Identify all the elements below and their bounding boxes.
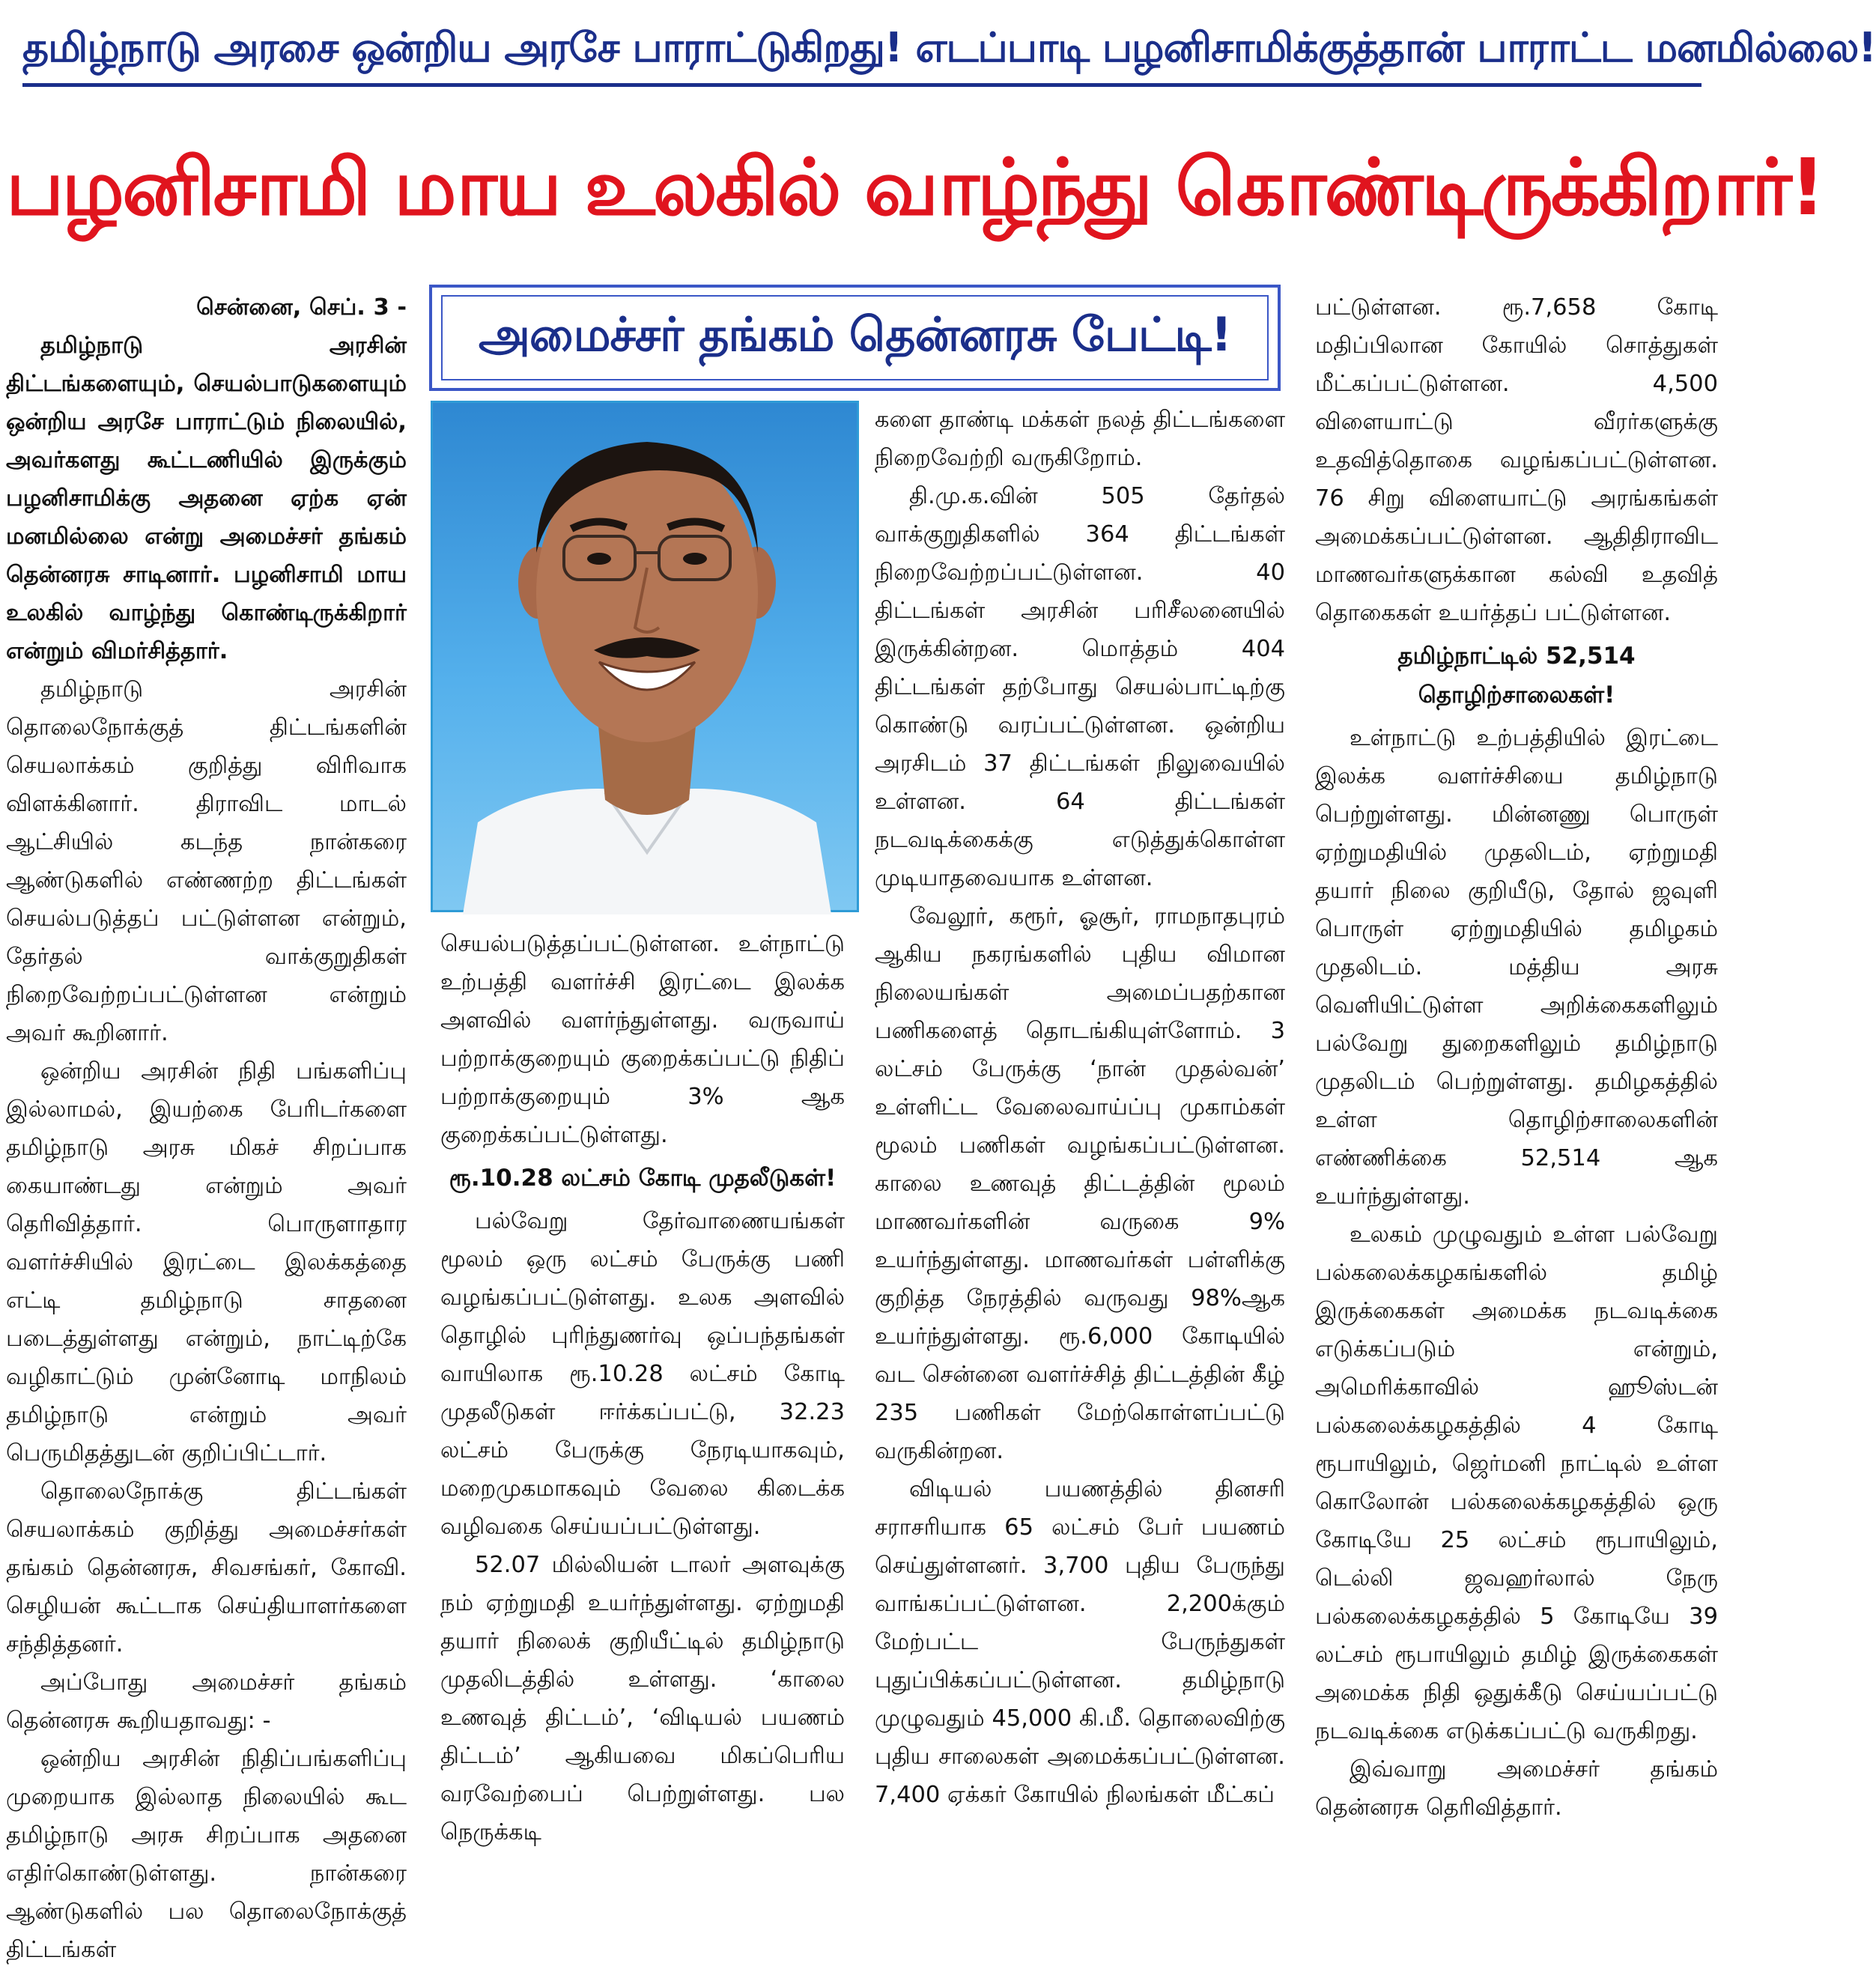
col2-paragraph-3: 52.07 மில்லியன் டாலர் அளவுக்கு நம் ஏற்றுமதி உயர்ந்துள்ளது. ஏற்றுமதி தயார் நிலைக் குறியீட்டில் தமிழ்நாடு முதலிடத்தில் உள்ளது. ‘காலை உணவுத் திட்டம்’, ‘விடியல் பயணம் திட்டம்’ ஆகியவை மிகப்பெரிய வரவேற்பைப் பெற்றுள்ளது. பல நெருக்கடி [440,1552,845,1845]
col1-paragraph-5: ஒன்றிய அரசின் நிதிப்பங்களிப்பு முறையாக இல்லாத நிலையில் கூட தமிழ்நாடு அரசு சிறப்பாக அதனை எதிர்கொண்டுள்ளது. நான்கரை ஆண்டுகளில் பல தொலைநோக்குத் திட்டங்கள் [6,1746,407,1963]
boxed-subtitle-text: அமைச்சர் தங்கம் தென்னரசு பேட்டி! [479,307,1231,362]
column-1 [6,288,407,1963]
minister-photo [431,401,859,912]
col4-subheading: தமிழ்நாட்டில் 52,514 தொழிற்சாலைகள்! [1397,643,1636,709]
col1-paragraph-4: அப்போது அமைச்சர் தங்கம் தென்னரசு கூறியதாவது: - [6,1669,407,1734]
boxed-subtitle-inner-frame [441,295,1269,380]
col4-paragraph-4: இவ்வாறு அமைச்சர் தங்கம் தென்னரசு தெரிவித்தார். [1315,1756,1718,1821]
boxed-subtitle [429,285,1281,391]
col3-paragraph-4: விடியல் பயணத்தில் தினசரி சராசரியாக 65 லட்சம் பேர் பயணம் செய்துள்ளனர். 3,700 புதிய பேருந்து வாங்கப்பட்டுள்ளன. 2,200க்கும் மேற்பட்ட பேருந்துகள் புதுப்பிக்கப்பட்டுள்ளன. தமிழ்நாடு முழுவதும் 45,000 கி.மீ. தொலைவிற்கு புதிய சாலைகள் அமைக்கப்பட்டுள்ளன. 7,400 ஏக்கர் கோயில் நிலங்கள் மீட்கப் [875,1476,1285,1808]
col2-subheading: ரூ.10.28 லட்சம் கோடி முதலீடுகள்! [449,1165,837,1192]
col3-paragraph-3: வேலூர், கரூர், ஓசூர், ராமநாதபுரம் ஆகிய நகரங்களில் புதிய விமான நிலையங்கள் அமைப்பதற்கான பணிகளைத் தொடங்கியுள்ளோம். 3 லட்சம் பேருக்கு ‘நான் முதல்வன்’ உள்ளிட்ட வேலைவாய்ப்பு முகாம்கள் மூலம் பணிகள் வழங்கப்பட்டுள்ளன. காலை உணவுத் திட்டத்தின் மூலம் மாணவர்களின் வருகை 9% உயர்ந்துள்ளது. மாணவர்கள் பள்ளிக்கு குறித்த நேரத்தில் வருவது 98%ஆக உயர்ந்துள்ளது. ரூ.6,000 கோடியில் வட சென்னை வளர்ச்சித் திட்டத்தின் கீழ் 235 பணிகள் மேற்கொள்ளப்பட்டு வருகின்றன. [875,903,1285,1464]
col3-paragraph-2: தி.மு.க.வின் 505 தேர்தல் வாக்குறுதிகளில் 364 திட்டங்கள் நிறைவேற்றப்பட்டுள்ளன. 40 திட்டங்கள் அரசின் பரிசீலனையில் இருக்கின்றன. மொத்தம் 404 திட்டங்கள் தற்போது செயல்பாட்டிற்கு கொண்டு வரப்பட்டுள்ளன. ஒன்றிய அரசிடம் 37 திட்டங்கள் நிலுவையில் உள்ளன. 64 திட்டங்கள் நடவடிக்கைக்கு எடுத்துக்கொள்ள முடியாதவையாக உள்ளன. [875,483,1285,891]
col4-paragraph-2: உள்நாட்டு உற்பத்தியில் இரட்டை இலக்க வளர்ச்சியை தமிழ்நாடு பெற்றுள்ளது. மின்னணு பொருள் ஏற்றுமதியில் முதலிடம், ஏற்றுமதி தயார் நிலை குறியீடு, தோல் ஜவுளி பொருள் ஏற்றுமதியில் தமிழகம் முதலிடம். மத்திய அரசு வெளியிட்டுள்ள அறிக்கைகளிலும் பல்வேறு துறைகளிலும் தமிழ்நாடு முதலிடம் பெற்றுள்ளது. தமிழகத்தில் உள்ள தொழிற்சாலைகளின் எண்ணிக்கை 52,514 ஆக உயர்ந்துள்ளது. [1315,725,1718,1210]
col4-paragraph-1: பட்டுள்ளன. ரூ.7,658 கோடி மதிப்பிலான கோயில் சொத்துகள் மீட்கப்பட்டுள்ளன. 4,500 விளையாட்டு வீரர்களுக்கு உதவித்தொகை வழங்கப்பட்டுள்ளன. 76 சிறு விளையாட்டு அரங்கங்கள் அமைக்கப்பட்டுள்ளன. ஆதிதிராவிட மாணவர்களுக்கான கல்வி உதவித் தொகைகள் உயர்த்தப் பட்டுள்ளன. [1315,294,1718,626]
col2-paragraph-2: பல்வேறு தேர்வாணையங்கள் மூலம் ஒரு லட்சம் பேருக்கு பணி வழங்கப்பட்டுள்ளது. உலக அளவில் தொழில் புரிந்துணர்வு ஒப்பந்தங்கள் வாயிலாக ரூ.10.28 லட்சம் கோடி முதலீடுகள் ஈர்க்கப்பட்டு, 32.23 லட்சம் பேருக்கு நேரடியாகவும், மறைமுகமாகவும் வேலை கிடைக்க வழிவகை செய்யப்பட்டுள்ளது. [440,1208,845,1540]
col2-paragraph-1: செயல்படுத்தப்பட்டுள்ளன. உள்நாட்டு உற்பத்தி வளர்ச்சி இரட்டை இலக்க அளவில் வளர்ந்துள்ளது. வருவாய் பற்றாக்குறையும் குறைக்கப்பட்டு நிதிப் பற்றாக்குறையும் 3% ஆக குறைக்கப்பட்டுள்ளது. [440,931,845,1148]
column-3 [875,401,1285,1925]
col3-paragraph-1: களை தாண்டி மக்கள் நலத் திட்டங்களை நிறைவேற்றி வருகிறோம். [875,407,1285,471]
dateline: சென்னை, செப். 3 - [196,294,407,321]
col1-paragraph-3: தொலைநோக்கு திட்டங்கள் செயலாக்கம் குறித்து அமைச்சர்கள் தங்கம் தென்னரசு, சிவசங்கர், கோவி. செழியன் கூட்டாக செய்தியாளர்களை சந்தித்தனர். [6,1478,407,1657]
main-headline: பழனிசாமி மாய உலகில் வாழ்ந்து கொண்டிருக்கிறார்! [6,142,1824,233]
column-2 [440,925,845,1925]
lead-paragraph: தமிழ்நாடு அரசின் திட்டங்களையும், செயல்பாடுகளையும் ஒன்றிய அரசே பாராட்டும் நிலையில், அவர்களது கூட்டணியில் இருக்கும் பழனிசாமிக்கு அதனை ஏற்க ஏன் மனமில்லை என்று அமைச்சர் தங்கம் தென்னரசு சாடினார். பழனிசாமி மாய உலகில் வாழ்ந்து கொண்டிருக்கிறார் என்றும் விமர்சித்தார். [6,333,407,664]
portrait-illustration [433,403,861,914]
col1-paragraph-2: ஒன்றிய அரசின் நிதி பங்களிப்பு இல்லாமல், இயற்கை பேரிடர்களை தமிழ்நாடு அரசு மிகச் சிறப்பாக கையாண்டது என்றும் அவர் தெரிவித்தார். பொருளாதார வளர்ச்சியில் இரட்டை இலக்கத்தை எட்டி தமிழ்நாடு சாதனை படைத்துள்ளது என்றும், நாட்டிற்கே வழிகாட்டும் முன்னோடி மாநிலம் தமிழ்நாடு என்றும் அவர் பெருமிதத்துடன் குறிப்பிட்டார். [6,1058,407,1466]
left-eye-shape [587,553,611,565]
kicker-headline: தமிழ்நாடு அரசை ஒன்றிய அரசே பாராட்டுகிறது! எடப்பாடி பழனிசாமிக்குத்தான் பாராட்ட மனமில்லை! [22,9,1702,87]
col4-paragraph-3: உலகம் முழுவதும் உள்ள பல்வேறு பல்கலைக்கழகங்களில் தமிழ் இருக்கைகள் அமைக்க நடவடிக்கை எடுக்கப்படும் என்றும், அமெரிக்காவில் ஹூஸ்டன் பல்கலைக்கழகத்தில் 4 கோடி ரூபாயிலும், ஜெர்மனி நாட்டில் உள்ள கொலோன் பல்கலைக்கழகத்தில் ஒரு கோடியே 25 லட்சம் ரூபாயிலும், டெல்லி ஜவஹர்லால் நேரு பல்கலைக்கழகத்தில் 5 கோடியே 39 லட்சம் ரூபாயிலும் தமிழ் இருக்கைகள் அமைக்க நிதி ஒதுக்கீடு செய்யப்பட்டு நடவடிக்கை எடுக்கப்பட்டு வருகிறது. [1315,1222,1718,1744]
right-eye-shape [683,553,707,565]
column-4 [1315,288,1718,1925]
col1-paragraph-1: தமிழ்நாடு அரசின் தொலைநோக்குத் திட்டங்களின் செயலாக்கம் குறித்து விரிவாக விளக்கினார். திராவிட மாடல் ஆட்சியில் கடந்த நான்கரை ஆண்டுகளில் எண்ணற்ற திட்டங்கள் செயல்படுத்தப் பட்டுள்ளன என்றும், தேர்தல் வாக்குறுதிகள் நிறைவேற்றப்பட்டுள்ளன என்றும் அவர் கூறினார். [6,676,407,1046]
